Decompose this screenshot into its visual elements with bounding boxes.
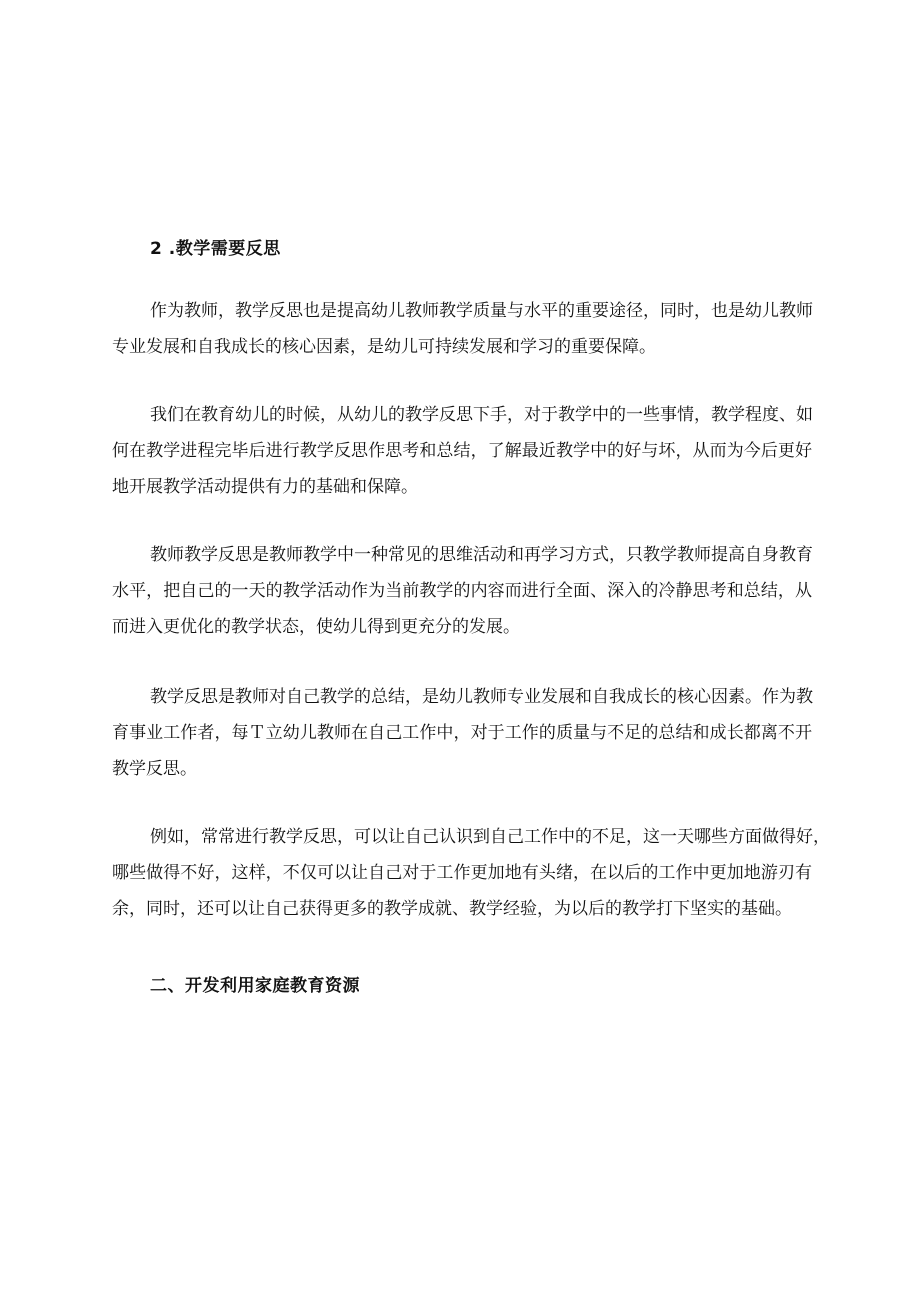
paragraph-3 [112, 537, 812, 645]
paragraph-4 [112, 679, 812, 787]
paragraph-line: 哪些做得不好，这样，不仅可以让自己对于工作更加地有头绪，在以后的工作中更加地游刃有 [112, 863, 812, 883]
paragraph-line: 教师教学反思是教师教学中一种常见的思维活动和再学习方式，只教学教师提高自身教育 [150, 545, 813, 565]
paragraph-line: 教学反思是教师对自己教学的总结，是幼儿教师专业发展和自我成长的核心因素。作为教 [150, 687, 813, 707]
paragraph-line: 水平，把自己的一天的教学活动作为当前教学的内容而进行全面、深入的冷静思考和总结，从 [112, 581, 812, 601]
paragraph-line: 而进入更优化的教学状态，使幼儿得到更充分的发展。 [112, 617, 520, 637]
paragraph-line: 我们在教育幼儿的时候，从幼儿的教学反思下手，对于教学中的一些事情，教学程度、如 [150, 405, 813, 425]
paragraph-line: 例如，常常进行教学反思，可以让自己认识到自己工作中的不足，这一天哪些方面做得好， [150, 827, 830, 847]
paragraph-5 [112, 819, 830, 927]
paragraph-line: 育事业工作者，每Ｔ立幼儿教师在自己工作中，对于工作的质量与不足的总结和成长都离不开 [112, 723, 812, 743]
paragraph-1 [112, 293, 812, 365]
paragraph-line: 地开展教学活动提供有力的基础和保障。 [112, 477, 418, 497]
paragraph-line: 何在教学进程完毕后进行教学反思作思考和总结，了解最近教学中的好与坏，从而为今后更好 [112, 441, 812, 461]
paragraph-line: 余，同时，还可以让自己获得更多的教学成就、教学经验，为以后的教学打下坚实的基础。 [112, 899, 792, 919]
section-heading: 二、开发利用家庭教育资源 [150, 976, 360, 996]
paragraph-line: 专业发展和自我成长的核心因素，是幼儿可持续发展和学习的重要保障。 [112, 337, 656, 357]
paragraph-line: 教学反思。 [112, 759, 197, 779]
paragraph-2 [112, 397, 812, 505]
section-heading: 2 .教学需要反思 [150, 239, 281, 259]
paragraph-line: 作为教师，教学反思也是提高幼儿教师教学质量与水平的重要途径，同时，也是幼儿教师 [150, 301, 813, 321]
